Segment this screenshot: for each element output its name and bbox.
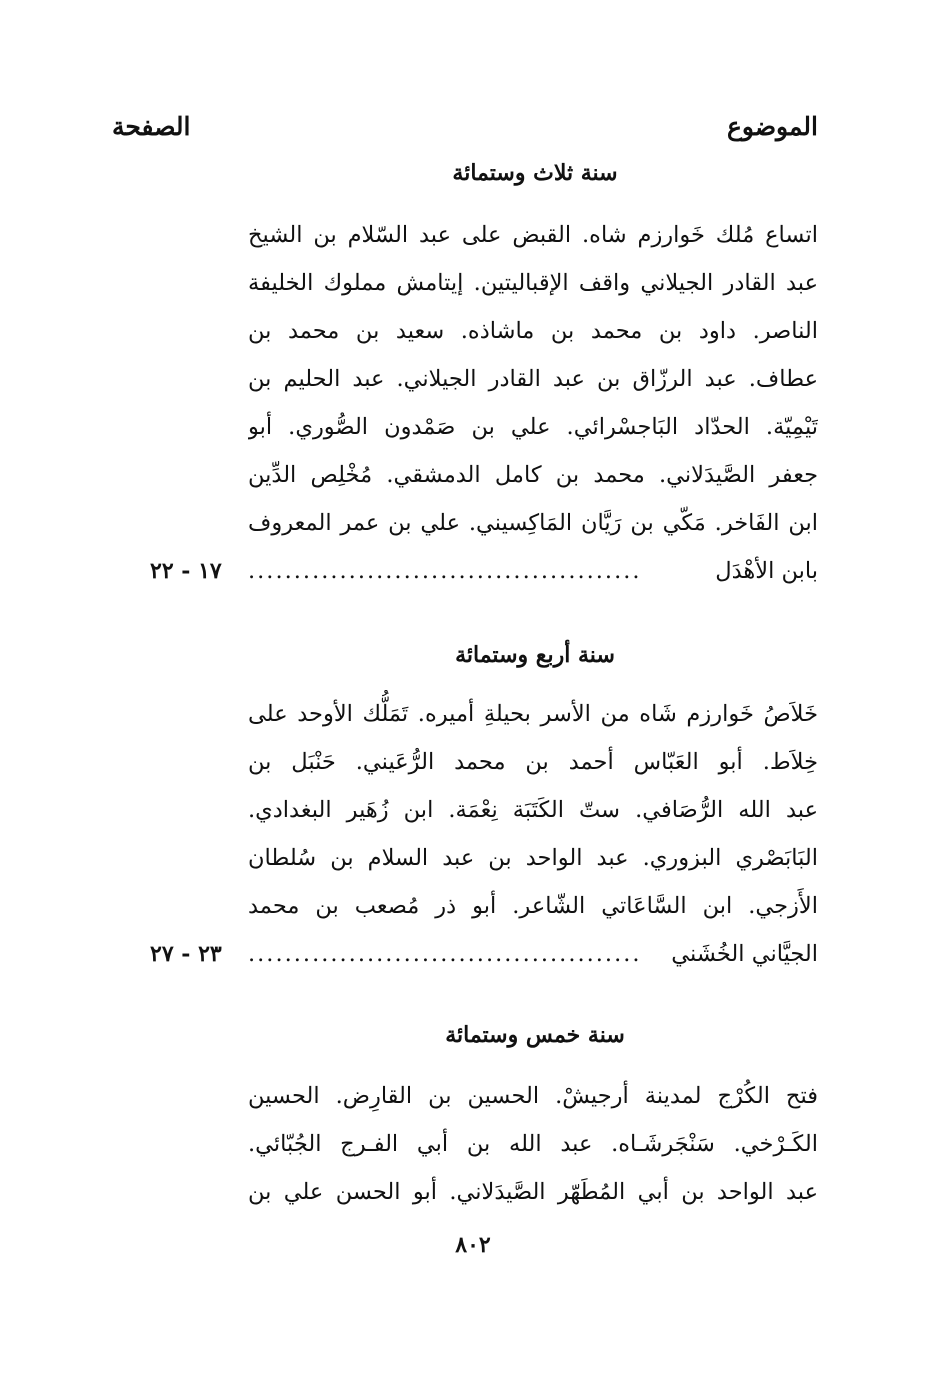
entry-line: عبد الله الرُّصَافي. ستّ الكَتَبَة نِعْمَة. ابن زُهَير البغدادي. xyxy=(248,797,818,823)
entry-line: الناصر. داود بن محمد بن ماشاذه. سعيد بن محمد بن xyxy=(248,318,818,344)
entry-line: الأَزجي. ابن السَّاعَاتي الشّاعر. أبو ذر مُصعب بن محمد xyxy=(248,893,818,919)
page-column-header: الصفحة xyxy=(112,112,191,141)
dot-leader: ........................................... xyxy=(248,941,642,967)
entry-line: البَابَصْري البزوري. عبد الواحد بن عبد السلام بن سُلطان xyxy=(248,845,818,871)
entry-last-line xyxy=(248,930,818,978)
topic-column-header: الموضوع xyxy=(727,112,818,141)
entry-line: اتساع مُلك خَوارزم شاه. القبض على عبد السّلام بن الشيخ xyxy=(248,222,818,248)
entry-line: عطاف. عبد الرزّاق بن عبد القادر الجيلاني. عبد الحليم بن xyxy=(248,366,818,392)
page-number: ٨٠٢ xyxy=(455,1232,491,1258)
entry-line: عبد القادر الجيلاني واقف الإقباليتين. إيتامش مملوك الخليفة xyxy=(248,270,818,296)
entry-last-line xyxy=(248,547,818,595)
entry-line: تَيْمِيّة. الحدّاد البَاجسْرائي. علي بن صَمْدون الصُّوري. أبو xyxy=(248,414,818,440)
page-range: ١٧ - ٢٢ xyxy=(150,558,222,584)
entry-line: الكَـرْخي. سَنْجَرشَـاه. عبد الله بن أبي الفـرج الجُبّائي. xyxy=(248,1131,818,1157)
section-title-603: سنة ثلاث وستمائة xyxy=(452,160,618,186)
entry-line: خِلاَط. أبو العَبّاس أحمد بن محمد الرُّعَيني. حَنْبَل بن xyxy=(248,749,818,775)
entry-line: فتح الكُرْج لمدينة أرجيشْ. الحسين بن القارِض. الحسين xyxy=(248,1083,818,1109)
entry-line-end: بابن الأهْدَل xyxy=(715,558,818,584)
entry-line: ابن الفَاخر. مَكّي بن رَيَّان المَاكِسيني. علي بن عمر المعروف xyxy=(248,510,818,536)
entry-line-end: الجيَّاني الخُشَني xyxy=(671,941,818,967)
dot-leader: ........................................... xyxy=(248,558,642,584)
page-range: ٢٣ - ٢٧ xyxy=(150,941,222,967)
entry-line: جعفر الصَّيدَلاني. محمد بن كامل الدمشقي. مُخْلِص الدِّين xyxy=(248,462,818,488)
section-title-605: سنة خمس وستمائة xyxy=(445,1022,625,1048)
entry-line: عبد الواحد بن أبي المُطَهّر الصَّيدَلاني. أبو الحسن علي بن xyxy=(248,1179,818,1205)
section-title-604: سنة أربع وستمائة xyxy=(455,642,615,668)
entry-line: خَلاَصُ خَوارزم شَاه من الأسر بحيلةِ أميره. تَمَلُّك الأوحد على xyxy=(248,701,818,727)
